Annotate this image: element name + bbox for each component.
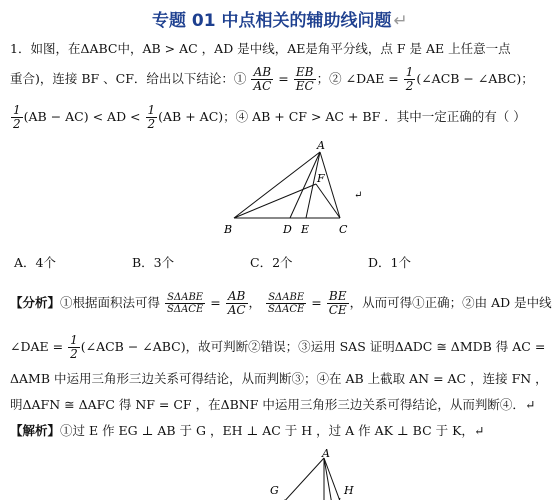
analysis-p1-a: ①根据面积法可得 xyxy=(60,295,161,310)
title-text: 专题 01 中点相关的辅助线问题 xyxy=(152,11,392,31)
label-g: G xyxy=(270,484,279,497)
comma: ， xyxy=(248,295,262,310)
segment-cf xyxy=(316,184,340,218)
triangle-figure-1 xyxy=(220,138,370,238)
fraction-half xyxy=(68,334,80,361)
problem-line-3 xyxy=(10,104,526,131)
return-mark: ↵ xyxy=(354,190,363,201)
option-d: D．1个 xyxy=(368,255,411,270)
fraction-half xyxy=(146,104,158,131)
analysis-tag: 【分析】 xyxy=(10,295,61,310)
fraction-denominator: SΔACE xyxy=(167,304,204,315)
fraction-denominator: 2 xyxy=(70,347,78,361)
option-c: C．2个 xyxy=(250,255,293,270)
fraction-denominator: AC xyxy=(227,303,246,317)
solution-tag: 【解析】 xyxy=(10,423,61,438)
fraction-denominator: 2 xyxy=(405,79,414,93)
fraction-numerator: AB xyxy=(251,66,273,80)
fraction-denominator: 2 xyxy=(13,117,21,131)
segment-bf xyxy=(234,184,316,218)
label-d: D xyxy=(283,223,292,236)
triangle-figure-2 xyxy=(240,448,380,500)
fraction-ab-ac xyxy=(226,290,248,317)
option-a: A．4个 xyxy=(14,255,56,270)
segment-ae xyxy=(324,458,336,500)
fraction-denominator: AC xyxy=(253,79,272,93)
segment-ad xyxy=(290,152,320,218)
label-b: B xyxy=(224,223,233,236)
page-title xyxy=(152,6,408,31)
problem-line-2 xyxy=(10,66,534,93)
label-h: H xyxy=(344,484,354,497)
fraction-numerator: BE xyxy=(327,290,349,304)
equals-sign: = xyxy=(274,71,293,86)
fraction-denominator: CE xyxy=(328,303,347,317)
fraction-area-ratio-2 xyxy=(266,292,306,315)
problem-line2-mid: ；② ∠DAE = xyxy=(316,71,403,86)
problem-line2-prefix: 重合)，连接 BF 、CF．给出以下结论：① xyxy=(10,71,247,86)
fraction-area-ratio-1 xyxy=(165,292,205,315)
analysis-p2-b: (∠ACB − ∠ABC)，故可判断②错误；③运用 SAS 证明ΔADC ≅ ΔMDB 得 AC = xyxy=(80,339,546,354)
label-e: E xyxy=(301,223,310,236)
solution-line-1 xyxy=(10,422,484,440)
fraction-numerator: EB xyxy=(294,66,316,80)
segment-ac xyxy=(320,152,340,218)
problem-line-1: 1．如图，在ΔABC中，AB > AC ，AD 是中线，AE是角平分线，点 F 是 AE 上任意一点 xyxy=(10,41,511,56)
fraction-numerator: 1 xyxy=(13,103,21,117)
fraction-numerator: 1 xyxy=(147,103,156,117)
fraction-ab-ac xyxy=(251,66,273,93)
fraction-eb-ec xyxy=(294,66,316,93)
solution-text: ①过 E 作 EG ⊥ AB 于 G ，EH ⊥ AC 于 H ，过 A 作 AK ⊥ BC 于 K，↵ xyxy=(60,423,485,438)
analysis-line-2 xyxy=(10,334,545,361)
analysis-line-3: ΔAMB 中运用三角形三边关系可得结论，从而判断③；④在 AB 上截取 AN = AC ，连接 FN ， xyxy=(10,371,548,386)
analysis-line-4: 明ΔAFN ≅ ΔAFC 得 NF = CF ，在ΔBNF 中运用三角形三边关系可得结论，从而判断④．↵ xyxy=(10,397,536,412)
label-a: A xyxy=(322,447,330,460)
option-b: B．3个 xyxy=(132,255,175,270)
label-c: C xyxy=(339,223,348,236)
label-a: A xyxy=(317,139,325,152)
fraction-half xyxy=(11,104,23,131)
problem-line3-a: (AB − AC) < AD < xyxy=(23,109,145,124)
fraction-numerator: AB xyxy=(226,290,248,304)
fraction-be-ce xyxy=(327,290,349,317)
fraction-denominator: EC xyxy=(295,79,314,93)
fraction-numerator: SΔABE xyxy=(165,292,205,304)
fraction-half xyxy=(404,66,416,93)
fraction-numerator: 1 xyxy=(405,65,414,79)
analysis-p1-b: ，从而可得①正确；②由 AD 是中线 xyxy=(349,295,552,310)
label-f: F xyxy=(317,172,325,185)
problem-line3-b: (AB + AC)；④ AB + CF > AC + BF ．其中一定正确的有（ ） xyxy=(158,109,526,124)
return-mark: ↵ xyxy=(393,11,408,31)
analysis-p2-a: ∠DAE = xyxy=(10,339,68,354)
analysis-line-1: 【分析】①根据面积法可得 $\frac{\text{SΔABE}}{\text{SΔACE}}$ = $\frac{AB}{AC}$ ， $\frac{\text{SΔABE}}{\text{SΔACE}}$ = $\frac{BE}{CE}$ ，从而可得①正确；②由 AD 是中线 xyxy=(10,289,552,317)
segment-ab xyxy=(234,152,320,218)
problem-line2-tail: (∠ACB − ∠ABC)； xyxy=(416,71,534,86)
fraction-denominator: SΔACE xyxy=(268,304,305,315)
fraction-numerator: SΔABE xyxy=(266,292,306,304)
fraction-denominator: 2 xyxy=(147,117,156,131)
fraction-numerator: 1 xyxy=(70,333,78,347)
